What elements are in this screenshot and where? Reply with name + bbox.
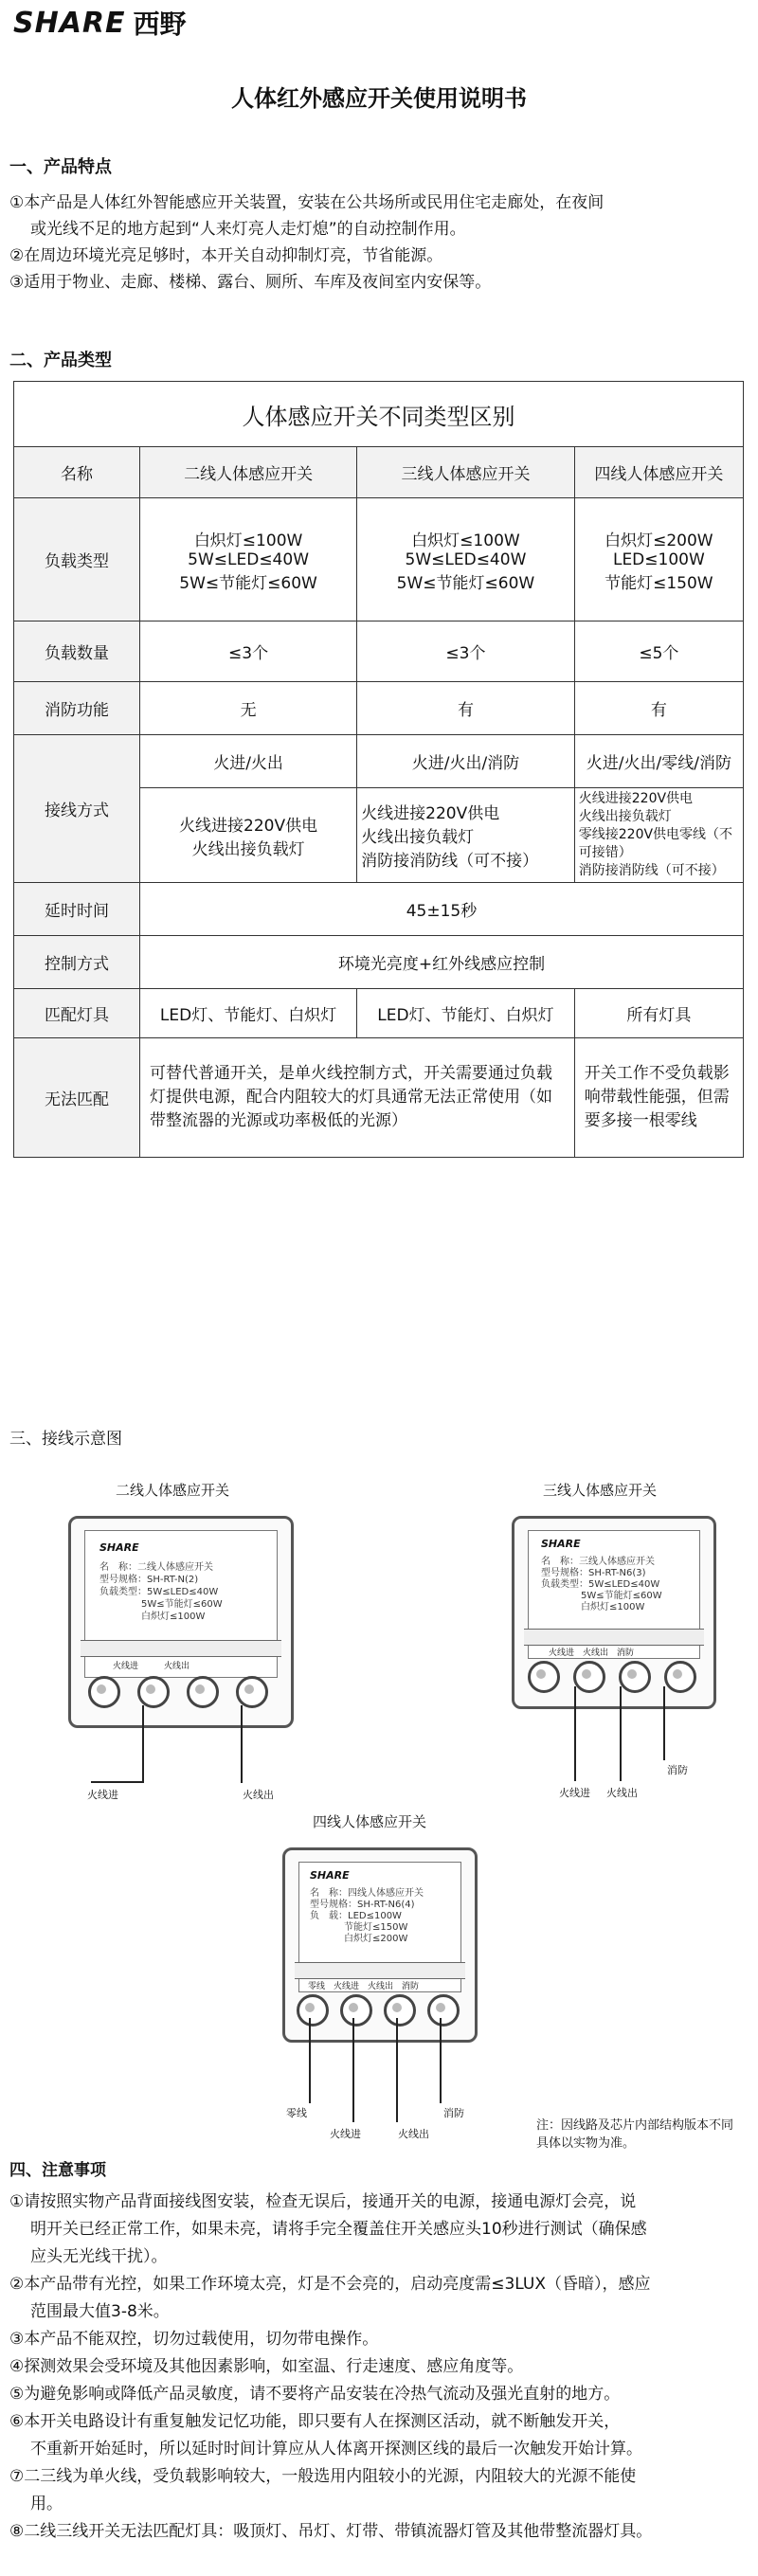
wiring-line: 零线接220V供电零线（不可接错） <box>578 827 733 860</box>
table-cell: 火进/火出/消防 <box>357 735 575 788</box>
switch-brand: SHARE <box>310 1869 350 1882</box>
spec-line: 负 载：LED≤100W <box>310 1911 402 1921</box>
terminal-labels: 零线 火线进 火线出 消防 <box>308 1982 420 1991</box>
table-title: 人体感应开关不同类型区别 <box>14 382 744 447</box>
wiring-line: 火线出接负载灯 <box>361 828 475 847</box>
spec-line: 型号规格：SH-RT-N6(3) <box>541 1568 646 1578</box>
wiring-line: 火线出接负载灯 <box>191 839 305 859</box>
table-cell <box>574 498 743 621</box>
table-cell: ≤3个 <box>140 621 357 682</box>
table-cell <box>357 788 575 883</box>
terminal-screw <box>137 1676 170 1708</box>
wire <box>309 2018 311 2103</box>
note-item: ④探测效果会受环境及其他因素影响，如室温、行走速度、感应角度等。 <box>9 2357 524 2376</box>
notes-heading: 四、注意事项 <box>9 2161 106 2180</box>
table-cell: 火进/火出/零线/消防 <box>574 735 743 788</box>
wire-label: 火线出 <box>243 1789 274 1801</box>
wire <box>352 2018 354 2122</box>
column-header: 三线人体感应开关 <box>357 447 575 498</box>
spec-line: 负载类型：5W≤LED≤40W <box>99 1587 219 1597</box>
note-item: ②本产品带有光控，如果工作环境太亮，灯是不会亮的，启动亮度需≤3LUX（昏暗），感应 <box>9 2275 651 2294</box>
wire <box>142 1705 144 1783</box>
note-item: 用。 <box>30 2495 63 2513</box>
terminal-screw <box>427 1994 460 2027</box>
wire <box>396 2018 398 2122</box>
table-cell: ≤3个 <box>357 621 575 682</box>
terminal-labels: 火线进 火线出 <box>113 1662 190 1671</box>
three-wire-title: 三线人体感应开关 <box>543 1482 658 1499</box>
row-label: 名称 <box>14 447 140 498</box>
feature-item: ①本产品是人体红外智能感应开关装置，安装在公共场所或民用住宅走廊处，在夜间 <box>9 193 605 212</box>
wire <box>91 1781 144 1783</box>
terminal-screw <box>236 1676 268 1708</box>
logo-en: SHARE <box>13 6 126 40</box>
spec-line: 节能灯≤150W <box>344 1922 408 1933</box>
wire <box>241 1705 243 1783</box>
column-header: 四线人体感应开关 <box>574 447 743 498</box>
wiring-line: 消防接消防线（可不接） <box>361 852 539 871</box>
features-list <box>9 189 749 296</box>
terminal-screw <box>384 1994 416 2027</box>
table-cell <box>357 498 575 621</box>
load-line: 5W≤节能灯≤60W <box>396 573 535 593</box>
terminal-screw <box>619 1661 651 1693</box>
wiring-line: 火线进接220V供电 <box>578 791 694 806</box>
load-line: 白炽灯≤100W <box>193 531 303 550</box>
wiring-line: 火线进接220V供电 <box>361 804 500 823</box>
two-wire-title: 二线人体感应开关 <box>116 1482 230 1499</box>
two-wire-switch-diagram <box>68 1516 294 1728</box>
spec-line: 名 称：四线人体感应开关 <box>310 1888 424 1899</box>
switch-brand: SHARE <box>99 1541 139 1554</box>
wire <box>574 1686 576 1781</box>
product-types-table <box>13 381 744 1158</box>
table-cell: 可替代普通开关，是单火线控制方式，开关需要通过负载灯提供电源，配合内阻较大的灯具通常无法正常使用（如带整流器的光源或功率极低的光源） <box>140 1038 575 1158</box>
note-item: 不重新开始延时，所以延时时间计算应从人体离开探测区线的最后一次触发开始计算。 <box>30 2440 642 2459</box>
terminal-labels: 火线进 火线出 消防 <box>549 1648 635 1658</box>
row-label: 接线方式 <box>14 735 140 883</box>
column-header: 二线人体感应开关 <box>140 447 357 498</box>
note-item: 应头无光线干扰）。 <box>30 2247 168 2266</box>
features-heading: 一、产品特点 <box>9 157 112 177</box>
load-line: LED≤100W <box>612 549 705 569</box>
wire <box>620 1686 622 1781</box>
wiring-heading: 三、接线示意图 <box>9 1430 122 1449</box>
table-cell: 45±15秒 <box>140 883 744 936</box>
feature-item: ②在周边环境光亮足够时，本开关自动抑制灯亮，节省能源。 <box>9 246 443 265</box>
load-line: 5W≤LED≤40W <box>405 549 527 569</box>
spec-line: 白炽灯≤200W <box>344 1934 408 1944</box>
four-wire-title: 四线人体感应开关 <box>313 1813 427 1830</box>
row-label: 消防功能 <box>14 682 140 735</box>
wire-label: 火线进 <box>330 2128 361 2140</box>
wire <box>663 1686 665 1760</box>
table-cell <box>140 498 357 621</box>
notes-list <box>9 2189 749 2546</box>
table-cell: 所有灯具 <box>574 989 743 1038</box>
wire-label: 火线出 <box>398 2128 429 2140</box>
note-item: 范围最大值3-8米。 <box>30 2302 170 2321</box>
row-label: 控制方式 <box>14 936 140 989</box>
spec-line: 5W≤节能灯≤60W <box>141 1599 223 1610</box>
spec-line: 白炽灯≤100W <box>581 1602 645 1612</box>
note-item: ③本产品不能双控，切勿过载使用，切勿带电操作。 <box>9 2330 379 2349</box>
spec-line: 名 称：二线人体感应开关 <box>99 1562 213 1573</box>
note-item: ⑦二三线为单火线，受负载影响较大，一般选用内阻较小的光源，内阻较大的光源不能使 <box>9 2467 637 2486</box>
four-wire-switch-diagram <box>282 1847 478 2043</box>
wire-label: 火线出 <box>606 1787 638 1799</box>
table-cell: 开关工作不受负载影响带载性能强，但需要多接一根零线 <box>574 1038 743 1158</box>
feature-item: ③适用于物业、走廊、楼梯、露台、厕所、车库及夜间室内安保等。 <box>9 273 492 292</box>
terminal-screw <box>340 1994 372 2027</box>
wire-label: 消防 <box>443 2107 464 2119</box>
note-item: 明开关已经正常工作，如果未亮，请将手完全覆盖住开关感应头10秒进行测试（确保感 <box>30 2220 647 2239</box>
page-title: 人体红外感应开关使用说明书 <box>231 85 527 112</box>
brand-logo <box>13 4 187 42</box>
wire <box>440 2018 442 2103</box>
table-cell: 有 <box>574 682 743 735</box>
terminal-screw <box>88 1676 120 1708</box>
terminal-strip <box>524 1629 704 1646</box>
three-wire-switch-diagram <box>512 1516 716 1709</box>
load-line: 白炽灯≤100W <box>411 531 520 550</box>
load-line: 5W≤节能灯≤60W <box>179 573 317 593</box>
row-label: 无法匹配 <box>14 1038 140 1158</box>
table-cell <box>140 788 357 883</box>
load-line: 节能灯≤150W <box>605 573 713 593</box>
load-line: 5W≤LED≤40W <box>188 549 309 569</box>
load-line: 白炽灯≤200W <box>605 531 713 550</box>
spec-line: 白炽灯≤100W <box>141 1612 206 1622</box>
row-label: 负载类型 <box>14 498 140 621</box>
spec-line: 名 称：三线人体感应开关 <box>541 1557 655 1567</box>
table-cell: LED灯、节能灯、白炽灯 <box>357 989 575 1038</box>
wire-label: 火线进 <box>87 1789 118 1801</box>
table-cell: 无 <box>140 682 357 735</box>
note-item: ⑥本开关电路设计有重复触发记忆功能，即只要有人在探测区活动，就不断触发开关， <box>9 2412 621 2431</box>
row-label: 延时时间 <box>14 883 140 936</box>
wire-label: 火线进 <box>559 1787 590 1799</box>
terminal-screw <box>187 1676 219 1708</box>
table-cell: ≤5个 <box>574 621 743 682</box>
note-item: ⑤为避免影响或降低产品灵敏度，请不要将产品安装在冷热气流动及强光直射的地方。 <box>9 2385 621 2404</box>
terminal-screw <box>664 1661 696 1693</box>
logo-cn: 西野 <box>133 9 187 40</box>
terminal-screw <box>528 1661 560 1693</box>
table-cell: LED灯、节能灯、白炽灯 <box>140 989 357 1038</box>
terminal-strip <box>295 1962 465 1979</box>
note-item: ⑧二线三线开关无法匹配灯具：吸顶灯、吊灯、灯带、带镇流器灯管及其他带整流器灯具。 <box>9 2522 653 2541</box>
wire-label: 零线 <box>286 2107 307 2119</box>
wiring-line: 火线出接负载灯 <box>578 809 672 824</box>
types-heading: 二、产品类型 <box>9 351 112 370</box>
row-label: 负载数量 <box>14 621 140 682</box>
table-cell: 有 <box>357 682 575 735</box>
spec-line: 型号规格：SH-RT-N6(4) <box>310 1900 415 1910</box>
table-cell <box>574 788 743 883</box>
wiring-line: 消防接消防线（可不接） <box>578 863 725 878</box>
wiring-note: 注：因线路及芯片内部结构版本不同具体以实物为准。 <box>536 2118 734 2151</box>
spec-line: 5W≤节能灯≤60W <box>581 1591 662 1601</box>
wire-label: 消防 <box>667 1764 688 1776</box>
note-item: ①请按照实物产品背面接线图安装，检查无误后，接通开关的电源，接通电源灯会亮，说 <box>9 2192 637 2211</box>
switch-brand: SHARE <box>541 1538 581 1550</box>
table-cell: 环境光亮度+红外线感应控制 <box>140 936 744 989</box>
terminal-screw <box>297 1994 329 2027</box>
row-label: 匹配灯具 <box>14 989 140 1038</box>
terminal-strip <box>81 1640 281 1657</box>
table-cell: 火进/火出 <box>140 735 357 788</box>
feature-item: 或光线不足的地方起到“人来灯亮人走灯熄”的自动控制作用。 <box>30 220 466 239</box>
spec-line: 型号规格：SH-RT-N(2) <box>99 1575 199 1585</box>
terminal-screw <box>573 1661 605 1693</box>
wiring-line: 火线进接220V供电 <box>179 816 318 836</box>
spec-line: 负载类型：5W≤LED≤40W <box>541 1579 660 1590</box>
